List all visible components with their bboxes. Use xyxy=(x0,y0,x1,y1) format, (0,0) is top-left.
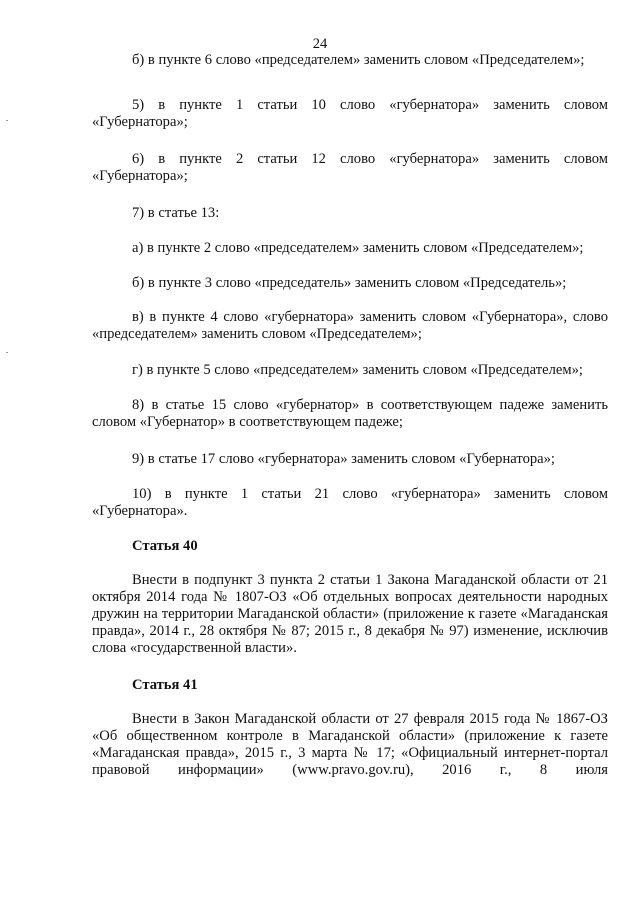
page-number: 24 xyxy=(312,36,328,52)
article-40-text: Внести в подпункт 3 пункта 2 статьи 1 Закона Магаданской области от 21 октября 2014 года № 1807-ОЗ «Об отдельных вопросах деятельности народных дружин на территории Магаданской области» (приложение к газете «Магаданская правда», 2014 г., 28 октября № 87; 2015 г., 8 декабря № 97) изменение, исключив слова «государственной власти». xyxy=(92,572,608,656)
list-item: 6) в пункте 2 статьи 12 слово «губернатора» заменить словом «Губернатора»; xyxy=(92,151,608,184)
list-item: 8) в статье 15 слово «губернатор» в соответствующем падеже заменить словом «Губернатор» в соответствующем падеже; xyxy=(92,397,608,430)
article-40-heading: Статья 40 xyxy=(132,538,198,554)
list-item: г) в пункте 5 слово «председателем» заменить словом «Председателем»; xyxy=(132,362,583,378)
list-item: 9) в статье 17 слово «губернатора» заменить словом «Губернатора»; xyxy=(132,451,555,467)
list-item: 5) в пункте 1 статьи 10 слово «губернатора» заменить словом «Губернатора»; xyxy=(92,97,608,130)
list-item: в) в пункте 4 слово «губернатора» заменить словом «Губернатора», слово «председателем» заменить словом «Председателем»; xyxy=(92,309,608,342)
list-item: 10) в пункте 1 статьи 21 слово «губернатора» заменить словом «Губернатора». xyxy=(92,486,608,519)
article-41-text: Внести в Закон Магаданской области от 27 февраля 2015 года № 1867-ОЗ «Об общественном контроле в Магаданской области» (приложение к газете «Магаданская правда», 2015 г., 3 марта № 17; «Официальный интернет-портал правовой информации» (www.pravo.gov.ru), 2016 г., 8 июля xyxy=(92,711,608,778)
list-item: 7) в статье 13: xyxy=(132,205,220,221)
scan-margin-mark xyxy=(6,120,8,121)
list-item: б) в пункте 3 слово «председатель» заменить словом «Председатель»; xyxy=(132,275,567,291)
article-41-heading: Статья 41 xyxy=(132,677,198,693)
list-item: а) в пункте 2 слово «председателем» заменить словом «Председателем»; xyxy=(132,240,584,256)
scan-margin-mark xyxy=(6,352,8,353)
list-item: б) в пункте 6 слово «председателем» заменить словом «Председателем»; xyxy=(132,52,585,68)
